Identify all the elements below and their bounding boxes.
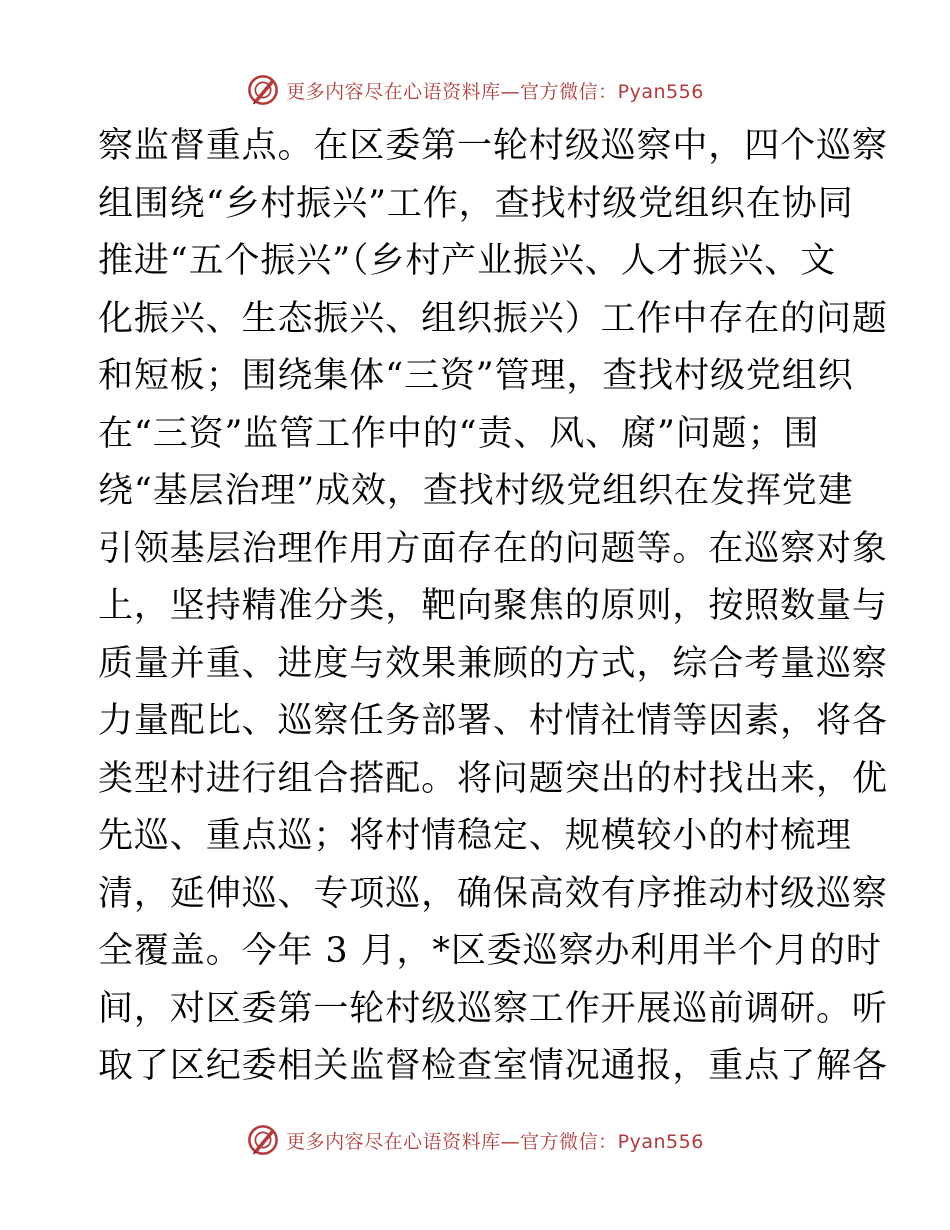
text-line: 取了区纪委相关监督检查室情况通报，重点了解各 (98, 1046, 888, 1086)
document-body (98, 118, 888, 1096)
text-line: 绕“基层治理”成效，查找村级党组织在发挥党建 (98, 471, 854, 511)
text-line: 引领基层治理作用方面存在的问题等。在巡察对象 (98, 528, 888, 569)
text-line: 全覆盖。今年 3 月，*区委巡察办利用半个月的时 (98, 931, 882, 971)
header-watermark-text: 更多内容尽在心语资料库—官方微信：Pyan556 (286, 80, 704, 103)
text-line: 力量配比、巡察任务部署、村情社情等因素，将各 (98, 701, 888, 741)
text-line: 组围绕“乡村振兴”工作，查找村级党组织在协同 (98, 183, 854, 224)
text-line: 清，延伸巡、专项巡，确保高效有序推动村级巡察 (98, 873, 888, 914)
text-line: 推进“五个振兴”（乡村产业振兴、人才振兴、文 (98, 241, 837, 281)
text-line: 和短板；围绕集体“三资”管理，查找村级党组织 (98, 356, 854, 396)
text-line: 先巡、重点巡；将村情稳定、规模较小的村梳理 (98, 816, 852, 856)
text-line: 化振兴、生态振兴、组织振兴）工作中存在的问题 (98, 298, 888, 339)
text-line: 质量并重、进度与效果兼顾的方式，综合考量巡察 (98, 643, 888, 684)
text-line: 在“三资”监管工作中的“责、风、腐”问题；围 (98, 413, 820, 454)
text-line: 类型村进行组合搭配。将问题突出的村找出来，优 (98, 758, 888, 799)
pen-circle-logo-icon (246, 73, 280, 107)
text-line: 察监督重点。在区委第一轮村级巡察中，四个巡察 (98, 126, 888, 166)
header-watermark (0, 68, 950, 112)
text-line: 间，对区委第一轮村级巡察工作开展巡前调研。听 (98, 988, 888, 1029)
footer-watermark-text: 更多内容尽在心语资料库—官方微信：Pyan556 (286, 1130, 704, 1153)
footer-watermark (0, 1118, 950, 1162)
pen-circle-logo-icon (246, 1123, 280, 1157)
text-line: 上，坚持精准分类，靶向聚焦的原则，按照数量与 (98, 586, 888, 626)
